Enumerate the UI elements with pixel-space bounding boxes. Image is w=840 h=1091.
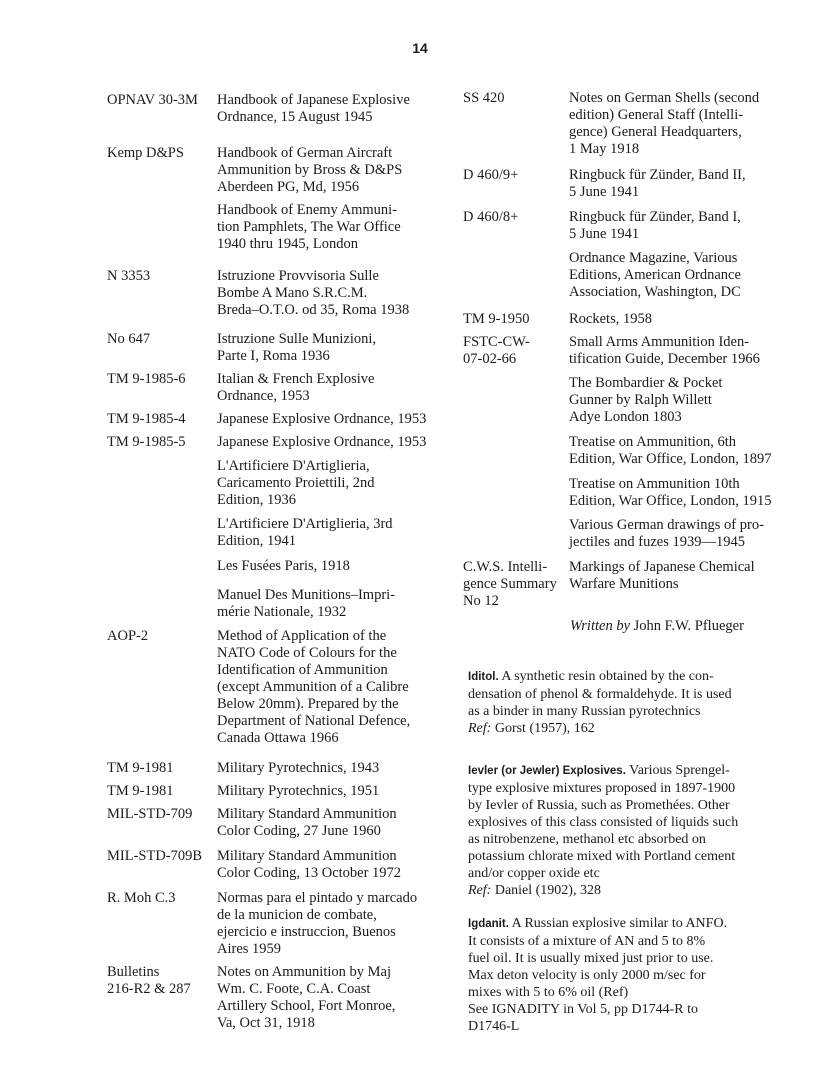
document-code: D 460/8+ bbox=[463, 209, 519, 225]
entry-ref: Daniel (1902), 328 bbox=[491, 883, 601, 898]
document-code: TM 9-1981 bbox=[107, 783, 174, 799]
document-code: SS 420 bbox=[463, 90, 505, 106]
document-title: Military Pyrotechnics, 1943 bbox=[217, 760, 380, 776]
document-code: TM 9-1985-6 bbox=[107, 371, 186, 387]
entry-iditol bbox=[468, 668, 793, 737]
document-code: FSTC-CW- 07-02-66 bbox=[463, 334, 530, 367]
document-code: C.W.S. Intelli- gence Summary No 12 bbox=[463, 559, 557, 609]
entry-body: A synthetic resin obtained by the con- densation of phenol & formaldehyde. It is used as a binder in many Russian pyrotechnics bbox=[468, 669, 732, 719]
document-code: Kemp D&PS bbox=[107, 145, 184, 161]
document-title: Ordnance Magazine, Various Editions, American Ordnance Association, Washington, DC bbox=[569, 250, 741, 300]
ref-label: Ref: bbox=[468, 883, 492, 898]
document-title: Small Arms Ammunition Iden- tification Guide, December 1966 bbox=[569, 334, 760, 367]
document-title: L'Artificiere D'Artiglieria, 3rd Edition, 1941 bbox=[217, 516, 393, 549]
entry-body: A Russian explosive similar to ANFO. It consists of a mixture of AN and 5 to 8% fuel oil. It is usually mixed just prior to use. Max deton velocity is only 2000 m/sec for mixes with 5 to 6% oil (Ref) bbox=[468, 916, 728, 1000]
document-title: Treatise on Ammunition 10th Edition, War Office, London, 1915 bbox=[569, 476, 772, 509]
document-code: No 647 bbox=[107, 331, 151, 347]
entry-head: Iditol. bbox=[468, 671, 499, 683]
document-title: Various German drawings of pro- jectiles and fuzes 1939—1945 bbox=[569, 517, 764, 550]
document-title: Notes on German Shells (second edition) General Staff (Intelli- gence) General Headquarters, 1 May 1918 bbox=[569, 90, 760, 157]
document-title: Handbook of Japanese Explosive Ordnance, 15 August 1945 bbox=[217, 92, 410, 125]
document-code: TM 9-1985-4 bbox=[107, 411, 186, 427]
document-title: Military Pyrotechnics, 1951 bbox=[217, 783, 380, 799]
entry-ref: Gorst (1957), 162 bbox=[491, 721, 595, 736]
document-title: Istruzione Provvisoria Sulle Bombe A Mano S.R.C.M. Breda–O.T.O. od 35, Roma 1938 bbox=[217, 268, 410, 318]
document-title: Military Standard Ammunition Color Coding, 27 June 1960 bbox=[217, 806, 397, 839]
ref-label: Ref: bbox=[468, 721, 492, 736]
document-title: Istruzione Sulle Munizioni, Parte I, Roma 1936 bbox=[217, 331, 377, 364]
document-title: Notes on Ammunition by Maj Wm. C. Foote, C.A. Coast Artillery School, Fort Monroe, Va, Oct 31, 1918 bbox=[217, 964, 396, 1031]
document-title: Japanese Explosive Ordnance, 1953 bbox=[217, 434, 427, 450]
document-title: Les Fusées Paris, 1918 bbox=[217, 558, 350, 574]
document-code: Bulletins 216-R2 & 287 bbox=[107, 964, 191, 997]
document-title: Normas para el pintado y marcado de la municion de combate, ejercicio e instruccion, Buenos Aires 1959 bbox=[217, 890, 418, 957]
document-code: AOP-2 bbox=[107, 628, 149, 644]
document-title: Italian & French Explosive Ordnance, 1953 bbox=[217, 371, 375, 404]
page-number: 14 bbox=[412, 40, 428, 56]
document-title: Treatise on Ammunition, 6th Edition, War Office, London, 1897 bbox=[569, 434, 772, 467]
document-title: Japanese Explosive Ordnance, 1953 bbox=[217, 411, 427, 427]
entry-head: Igdanit. bbox=[468, 918, 509, 930]
entry-see-also: See IGNADITY in Vol 5, pp D1744-R to D1746-L bbox=[468, 1002, 698, 1034]
document-code: R. Moh C.3 bbox=[107, 890, 176, 906]
document-code: MIL-STD-709 bbox=[107, 806, 193, 822]
document-code: OPNAV 30-3M bbox=[107, 92, 198, 108]
document-title: Markings of Japanese Chemical Warfare Munitions bbox=[569, 559, 755, 592]
entry-ievler bbox=[468, 762, 793, 899]
signature-prefix: Written by bbox=[570, 618, 631, 634]
document-title: Handbook of Enemy Ammuni- tion Pamphlets, The War Office 1940 thru 1945, London bbox=[217, 202, 401, 252]
document-title: L'Artificiere D'Artiglieria, Caricamento Proiettili, 2nd Edition, 1936 bbox=[217, 458, 375, 508]
document-title: The Bombardier & Pocket Gunner by Ralph Willett Adye London 1803 bbox=[569, 375, 723, 425]
document-title: Ringbuck für Zünder, Band II, 5 June 1941 bbox=[569, 167, 746, 200]
entry-igdanit bbox=[468, 915, 793, 1035]
document-code: MIL-STD-709B bbox=[107, 848, 203, 864]
document-code: TM 9-1985-5 bbox=[107, 434, 186, 450]
document-title: Handbook of German Aircraft Ammunition by Bross & D&PS Aberdeen PG, Md, 1956 bbox=[217, 145, 403, 195]
document-code: TM 9-1950 bbox=[463, 311, 530, 327]
document-title: Rockets, 1958 bbox=[569, 311, 652, 327]
entry-body: Various Sprengel- type explosive mixtures proposed in 1897-1900 by Ievler of Russia, such as Promethées. Other explosives of this class consisted of liquids such as nitrobenzene, methanol etc absorbed on potassium chlorate mixed with Portland cement and/or copper oxide etc bbox=[468, 763, 739, 881]
document-code: N 3353 bbox=[107, 268, 151, 284]
document-code: D 460/9+ bbox=[463, 167, 519, 183]
document-title: Military Standard Ammunition Color Coding, 13 October 1972 bbox=[217, 848, 402, 881]
author-signature bbox=[570, 618, 744, 635]
document-title: Manuel Des Munitions–Impri- mérie Nationale, 1932 bbox=[217, 587, 396, 620]
document-title: Method of Application of the NATO Code of Colours for the Identification of Ammunition (except Ammunition of a Calibre Below 20mm). Prepared by the Department of National Defence, Canada Ottawa 1966 bbox=[217, 628, 411, 746]
entry-head: Ievler (or Jewler) Explosives. bbox=[468, 765, 626, 777]
author-name: John F.W. Pflueger bbox=[633, 618, 744, 634]
document-code: TM 9-1981 bbox=[107, 760, 174, 776]
document-title: Ringbuck für Zünder, Band I, 5 June 1941 bbox=[569, 209, 741, 242]
